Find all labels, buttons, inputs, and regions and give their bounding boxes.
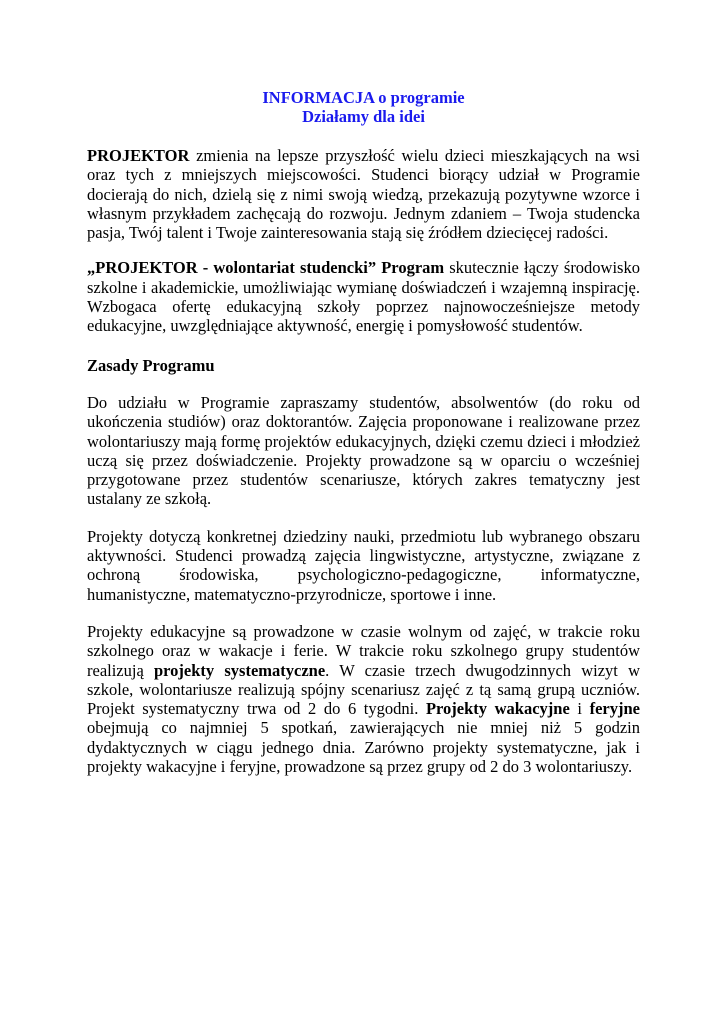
program-lead: „PROJEKTOR - wolontariat studencki” Program [87, 258, 445, 278]
program-text: skutecznie łączy środowisko szkolne i akademickie, umożliwiając wymianę doświadczeń i wzajemną inspirację. Wzbogaca ofertę edukacyjną szkoły poprzez najnowocześniejsze metody edukacyjne, uwzględniające aktywność, energię i pomysłowość studentów. [87, 258, 640, 336]
rules-p3-text-2: . W czasie trzech dwugodzinnych wizyt w szkole, wolontariusze realizują spójny scenariusz zajęć z tą samą grupą uczniów. Projekt systematyczny trwa od 2 do 6 tygodni. [87, 660, 640, 719]
rules-p3-text-3: i [569, 699, 590, 719]
document-page [87, 88, 640, 776]
rules-paragraph-2: Projekty dotyczą konkretnej dziedziny nauki, przedmiotu lub wybranego obszaru aktywności. Studenci prowadzą zajęcia lingwistyczne, artystyczne, związane z ochroną środowiska, psychologiczno-pedagogiczne, informatyczne, humanistyczne, matematyczno-przyrodnicze, sportowe i inne. [87, 526, 640, 604]
rules-paragraph-1: Do udziału w Programie zapraszamy studentów, absolwentów (do roku od ukończenia studiów) oraz doktorantów. Zajęcia proponowane i realizowane przez wolontariuszy mają formę projektów edukacyjnych, dzięki czemu dzieci i młodzież uczą się przez doświadczenie. Projekty prowadzone są w oparciu o wcześniej przygotowane przez studentów scenariusze, których zakres tematyczny jest ustalany ze szkołą. [87, 392, 640, 509]
program-paragraph [87, 258, 640, 335]
rules-paragraph-3 [87, 622, 640, 776]
document-title [87, 88, 640, 126]
rules-p3-text-4: obejmują co najmniej 5 spotkań, zawierających nie mniej niż 5 godzin dydaktycznych w ciągu jednego dnia. Zarówno projekty systematyczne, jak i projekty wakacyjne i feryjne, prowadzone są przez grupy od 2 do 3 wolontariuszy. [87, 718, 640, 777]
title-line-1: INFORMACJA o programie [262, 88, 465, 107]
rules-p3-bold-3: feryjne [589, 699, 640, 719]
rules-p3-bold-2: Projekty wakacyjne [425, 699, 570, 719]
rules-p3-bold-1: projekty systematyczne [153, 660, 326, 680]
intro-text: zmienia na lepsze przyszłość wielu dzieci mieszkających na wsi oraz tych z mniejszych miejscowości. Studenci biorący udział w Programie docierają do nich, dzielą się z nimi swoją wiedzą, przekazują pozytywne wzorce i własnym przykładem zachęcają do rozwoju. Jednym zdaniem – Twoja studencka pasja, Twój talent i Twoje zainteresowania stają się źródłem dziecięcej radości. [87, 146, 640, 243]
intro-lead: PROJEKTOR [87, 146, 190, 165]
intro-paragraph [87, 146, 640, 242]
rules-p3-text-1: Projekty edukacyjne są prowadzone w czasie wolnym od zajęć, w trakcie roku szkolnego oraz w wakacje i ferie. W trakcie roku szkolnego grupy studentów realizują [87, 621, 640, 680]
rules-heading: Zasady Programu [87, 355, 215, 375]
title-line-2: Działamy dla idei [302, 107, 425, 126]
